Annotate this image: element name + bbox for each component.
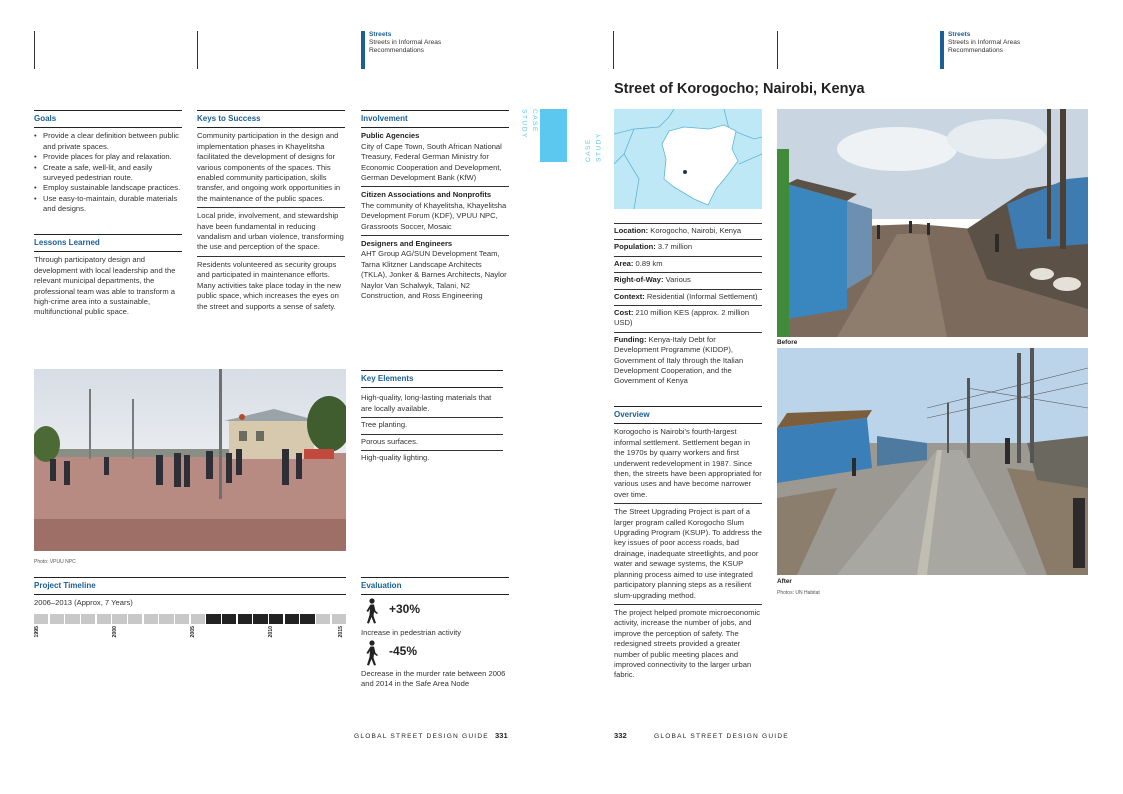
info-label: Area: bbox=[614, 258, 634, 268]
eval-text-1: Increase in pedestrian activity bbox=[361, 628, 462, 637]
timeline-segment bbox=[65, 614, 79, 624]
timeline-segment bbox=[50, 614, 64, 624]
goal-item: • Use easy-to-maintain, durable materials and designs. bbox=[34, 194, 182, 215]
overview-title: Overview bbox=[614, 406, 762, 424]
timeline-title: Project Timeline bbox=[34, 577, 346, 595]
running-header-right bbox=[940, 31, 1020, 69]
group-text: The community of Khayelitsha, Khayelitsha Development Forum (KDF), VPUU NPC, Grassroots Soccer, Mosaic bbox=[361, 200, 507, 231]
header-sub1: Streets in Informal Areas bbox=[948, 39, 1021, 46]
timeline-segment bbox=[175, 614, 189, 624]
case-study-block bbox=[540, 109, 567, 162]
page-number-right: 332 bbox=[614, 731, 627, 740]
timeline-tick-label: 2010 bbox=[268, 626, 274, 638]
timeline-segment bbox=[144, 614, 158, 624]
timeline-ticks bbox=[34, 626, 346, 644]
info-value: Kenya-Italy Debt for Development Programme (KIDDP), Government of Italy through the Italian Development Cooperation, and the Government of Kenya bbox=[614, 334, 744, 386]
header-rule-4 bbox=[777, 31, 778, 69]
timeline-tick-label: 2005 bbox=[190, 626, 196, 638]
key-elements-section bbox=[361, 370, 503, 463]
timeline-segment bbox=[191, 614, 205, 624]
before-photo-image bbox=[777, 109, 1088, 337]
timeline-segment bbox=[238, 614, 252, 624]
involvement-section bbox=[361, 110, 509, 302]
info-cost bbox=[614, 306, 762, 333]
overview-p1: Korogocho is Nairobi's fourth-largest informal settlement. Settlement began in the 1970s by quarry workers and first underwent redevelopment in 1987. Since then, the streets have been appropriated for various uses and have become narrower over time. bbox=[614, 427, 762, 499]
involvement-group bbox=[361, 131, 509, 183]
timeline-tick-label: 2000 bbox=[112, 626, 118, 638]
info-label: Right-of-Way: bbox=[614, 275, 664, 285]
lessons-text: Through participatory design and development with local leadership and the relevant municipal departments, the professional team was able to transform a high-crime area into a sustainable, multifunctional public space. bbox=[34, 255, 176, 317]
keys-p2: Local pride, involvement, and stewardship have been fundamental in reducing vandalism and urban violence, transforming the use and perception of the space. bbox=[197, 207, 345, 253]
lessons-section bbox=[34, 234, 182, 318]
overview-p3: The project helped promote microeconomic activity, increase the number of jobs, and improve the perception of safety. The redesigned streets provided a greater number of public meeting places and improved connectivity to the larger urban fabric. bbox=[614, 604, 762, 681]
lessons-title: Lessons Learned bbox=[34, 234, 182, 252]
group-heading: Public Agencies bbox=[361, 131, 420, 141]
info-funding bbox=[614, 333, 762, 387]
group-heading: Designers and Engineers bbox=[361, 239, 453, 249]
timeline-segment bbox=[97, 614, 111, 624]
goal-item: • Create a safe, well-lit, and easily surveyed pedestrian route. bbox=[34, 163, 182, 184]
timeline-segment bbox=[206, 614, 220, 624]
goals-list bbox=[34, 131, 182, 214]
plaza-photo-image bbox=[34, 369, 346, 551]
timeline-segment bbox=[222, 614, 236, 624]
overview-p2: The Street Upgrading Project is part of a larger program called Korogocho Slum Upgrading Program (KSUP). To address the key issues of poor access roads, bad drainage, inadequate streetlights, and poor water and sewage systems, the KSUP planning process aimed to use integrated participatory planning steps as a resilient slum-upgrading method. bbox=[614, 503, 762, 601]
after-photo-image bbox=[777, 348, 1088, 575]
header-sub2: Recommendations bbox=[369, 47, 424, 54]
after-label: After bbox=[777, 578, 792, 585]
goal-item: • Provide places for play and relaxation. bbox=[34, 152, 182, 162]
timeline-range: 2006–2013 (Approx, 7 Years) bbox=[34, 598, 133, 608]
evaluation-title: Evaluation bbox=[361, 577, 509, 595]
group-text: AHT Group AG/SUN Development Team, Tarna Klitzner Landscape Architects (TKLA), Jonker & Barnes Architects, Naylor Naylor Van Schalwyk, Talani, N2 Construction, and Ross Engineering bbox=[361, 249, 507, 301]
before-photo bbox=[777, 109, 1088, 337]
info-label: Context: bbox=[614, 291, 645, 301]
pedestrian-icon bbox=[364, 640, 380, 666]
eval-text-2: Decrease in the murder rate between 2006 and 2014 in the Safe Area Node bbox=[361, 669, 506, 689]
photos-credit: Photos: UN Habitat bbox=[777, 590, 820, 596]
info-area bbox=[614, 257, 762, 273]
goals-section bbox=[34, 110, 182, 215]
eval-value-2: -45% bbox=[389, 644, 418, 658]
timeline-segment bbox=[332, 614, 346, 624]
after-photo bbox=[777, 348, 1088, 575]
plaza-photo bbox=[34, 369, 346, 551]
timeline-tick-label: 1995 bbox=[34, 626, 40, 638]
page-title: Street of Korogocho; Nairobi, Kenya bbox=[614, 81, 865, 97]
evaluation-section bbox=[361, 577, 509, 598]
kenya-map-image bbox=[614, 109, 762, 209]
header-sub1: Streets in Informal Areas bbox=[369, 39, 442, 46]
goal-item: • Provide a clear definition between public and private spaces. bbox=[34, 131, 182, 152]
keys-title: Keys to Success bbox=[197, 110, 345, 128]
info-value: 3.7 million bbox=[657, 242, 693, 252]
timeline-tick-label: 2015 bbox=[338, 626, 344, 638]
page-number-left: 331 bbox=[495, 731, 508, 740]
info-label: Cost: bbox=[614, 308, 634, 318]
before-label: Before bbox=[777, 339, 798, 346]
goal-item: • Employ sustainable landscape practices. bbox=[34, 183, 182, 193]
case-study-tab bbox=[520, 109, 603, 162]
key-element-item: Porous surfaces. bbox=[361, 435, 503, 451]
plaza-photo-caption: Photo: VPUU NPC bbox=[34, 559, 76, 565]
timeline-segment bbox=[253, 614, 267, 624]
timeline-segment bbox=[300, 614, 314, 624]
involvement-group bbox=[361, 186, 509, 232]
header-rule-1 bbox=[34, 31, 35, 69]
keys-p3: Residents volunteered as security groups and participated in maintenance efforts. Many activities take place today in the new public space, which increases the eyes on the street and supports a sense of safety. bbox=[197, 256, 345, 312]
case-study-label-left: CASE STUDY bbox=[520, 109, 538, 139]
info-value: Korogocho, Nairobi, Kenya bbox=[650, 226, 742, 235]
kenya-map bbox=[614, 109, 762, 209]
timeline-section bbox=[34, 577, 346, 609]
timeline-segment bbox=[269, 614, 283, 624]
info-value: 210 million KES (approx. 2 million USD) bbox=[614, 308, 750, 328]
project-info bbox=[614, 223, 762, 387]
key-element-item: Tree planting. bbox=[361, 418, 503, 434]
info-value: Various bbox=[665, 275, 691, 285]
info-label: Location: bbox=[614, 226, 649, 235]
info-value: 0.89 km bbox=[635, 258, 663, 268]
group-heading: Citizen Associations and Nonprofits bbox=[361, 190, 492, 200]
footer-title-left: GLOBAL STREET DESIGN GUIDE bbox=[354, 733, 489, 740]
key-elements-title: Key Elements bbox=[361, 370, 503, 388]
header-rule-2 bbox=[197, 31, 198, 69]
involvement-title: Involvement bbox=[361, 110, 509, 128]
keys-p1: Community participation in the design and implementation phases in Khayelitsha facilitated the development of designs for various components of the spaces. This enabled community participation, skills transfer, and ongoing work opportunities in the maintenance of the public spaces. bbox=[197, 131, 341, 203]
key-element-item: High-quality lighting. bbox=[361, 453, 430, 463]
key-element-item: High-quality, long-lasting materials that are locally available. bbox=[361, 391, 503, 418]
eval-value-1: +30% bbox=[389, 602, 421, 616]
case-study-label-right: CASE STUDY bbox=[585, 132, 603, 162]
timeline-segment bbox=[81, 614, 95, 624]
header-section: Streets bbox=[948, 31, 971, 38]
timeline-segment bbox=[112, 614, 126, 624]
info-label: Funding: bbox=[614, 334, 647, 344]
involvement-group bbox=[361, 235, 509, 301]
info-label: Population: bbox=[614, 242, 656, 252]
timeline-segment bbox=[159, 614, 173, 624]
info-location bbox=[614, 224, 762, 240]
keys-section bbox=[197, 110, 345, 312]
timeline-segment bbox=[316, 614, 330, 624]
running-header-left bbox=[361, 31, 441, 69]
info-context bbox=[614, 290, 762, 306]
info-right-of-way bbox=[614, 273, 762, 289]
footer-title-right: GLOBAL STREET DESIGN GUIDE bbox=[654, 733, 789, 740]
header-rule-3 bbox=[613, 31, 614, 69]
header-section: Streets bbox=[369, 31, 392, 38]
header-sub2: Recommendations bbox=[948, 47, 1003, 54]
timeline-segment bbox=[34, 614, 48, 624]
group-text: City of Cape Town, South African National Treasury, Federal German Ministry for Economic Cooperation and Development, German Development Bank (KfW) bbox=[361, 141, 502, 183]
goals-title: Goals bbox=[34, 110, 182, 128]
overview-section bbox=[614, 406, 762, 681]
timeline-segment bbox=[285, 614, 299, 624]
pedestrian-icon bbox=[364, 598, 380, 624]
timeline-bar bbox=[34, 614, 346, 624]
info-value: Residential (Informal Settlement) bbox=[646, 291, 758, 301]
info-population bbox=[614, 240, 762, 256]
timeline-segment bbox=[128, 614, 142, 624]
